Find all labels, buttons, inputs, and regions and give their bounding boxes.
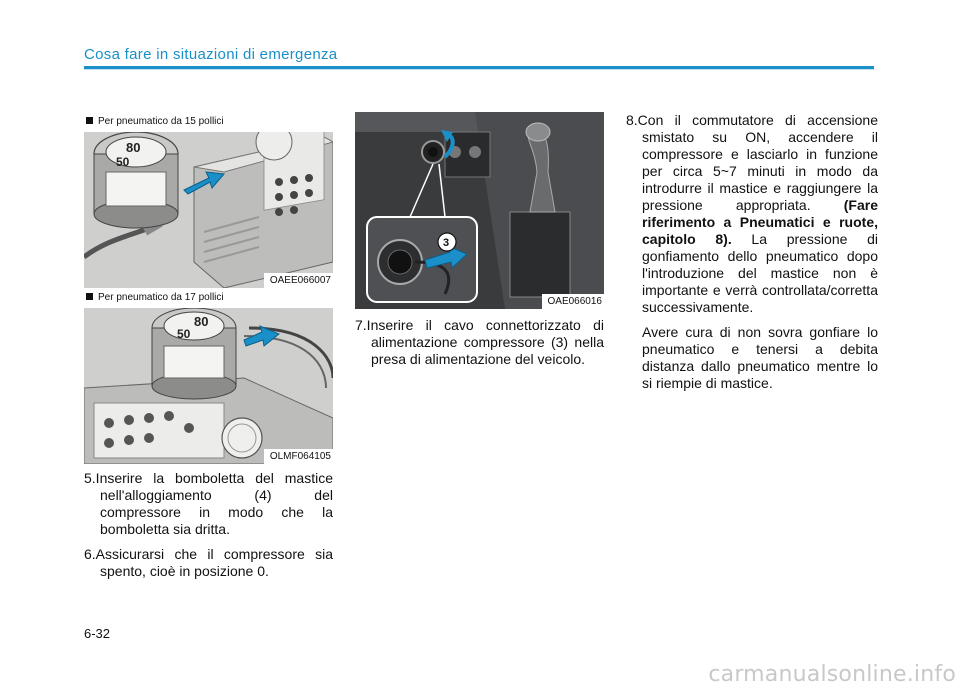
dial-low-label: 50 xyxy=(177,327,191,341)
step-6: 6.Assicurarsi che il compressore sia spento, cioè in posizione 0. xyxy=(84,546,333,579)
figure-17-inch-compressor xyxy=(84,288,333,464)
figure-power-outlet xyxy=(355,112,604,309)
dial-low-label: 50 xyxy=(116,155,130,169)
figure-code: OAEE066007 xyxy=(264,273,333,288)
figure-code: OLMF064105 xyxy=(264,449,333,464)
step-8-note: La pressione di gonfiamento dello pneumatico dopo l'introduzione del mastice non è importante e verrà controllata/corretta successivamente. xyxy=(642,231,878,315)
dial-high-label: 80 xyxy=(126,140,141,155)
page-number: 6-32 xyxy=(84,626,111,641)
callout-number: 3 xyxy=(443,237,450,249)
column-2-text xyxy=(355,317,604,376)
power-outlet-illustration xyxy=(355,112,604,309)
dial-high-label: 80 xyxy=(194,314,209,329)
compressor-15-illustration xyxy=(84,112,333,288)
square-bullet-icon xyxy=(86,117,93,124)
column-3-text xyxy=(626,112,878,400)
figure-15-inch-compressor xyxy=(84,112,333,288)
step-8-warning: Avere cura di non sovra gonfiare lo pneumatico e tenersi a debita distanza dallo pneumatico mentre lo si riempie di mastice. xyxy=(642,324,878,391)
title-rule-light xyxy=(84,69,874,70)
step-8-reference: (Fare riferimento a Pneumatici e ruote, capitolo 8). xyxy=(642,197,878,247)
section-title: Cosa fare in situazioni di emergenza xyxy=(84,46,338,63)
figure-caption: Per pneumatico da 15 pollici xyxy=(84,112,333,132)
step-7: 7.Inserire il cavo connettorizzato di alimentazione compressore (3) nella presa di alimentazione del veicolo. xyxy=(355,317,604,367)
figure-code: OAE066016 xyxy=(542,294,605,309)
watermark: carmanualsonline.info xyxy=(708,662,956,687)
step-8: 8.Con il commutatore di accensione smistato su ON, accendere il compressore e lasciarlo in funzione per circa 5~7 minuti in modo da introdurre il mastice e raggiungere la pressione appropriata. (Fare riferimento a Pneumatici e ruote, capitolo 8). La pressione di gonfiamento dello pneumatico dopo l'introduzione del mastice non è importante e verrà controllata/corretta successivamente. xyxy=(626,112,878,315)
figure-caption: Per pneumatico da 17 pollici xyxy=(84,288,333,308)
step-5: 5.Inserire la bomboletta del mastice nell'alloggiamento (4) del compressore in modo che la bomboletta sia dritta. xyxy=(84,470,333,537)
square-bullet-icon xyxy=(86,293,93,300)
column-1-text xyxy=(84,470,333,588)
compressor-17-illustration xyxy=(84,288,333,464)
